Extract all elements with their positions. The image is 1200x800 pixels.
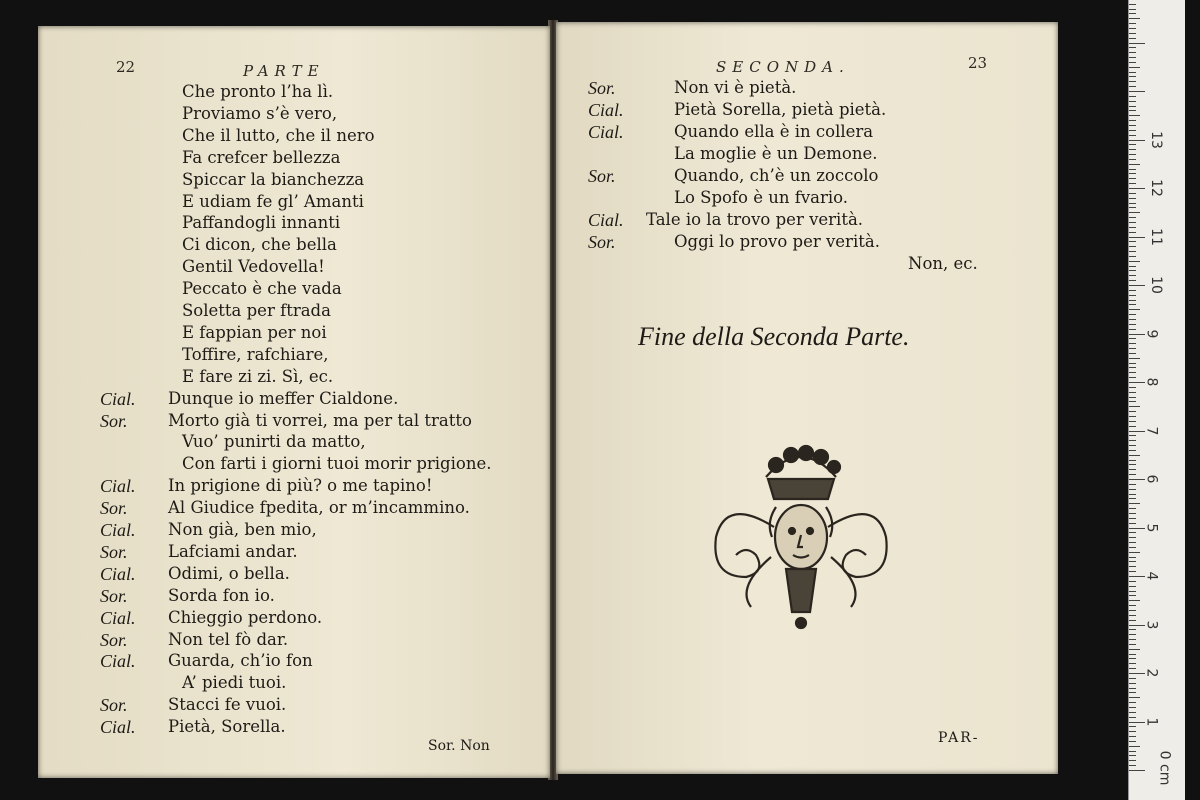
verse-line: Quando, ch’è un zoccolo — [674, 166, 879, 185]
ruler-tick — [1129, 62, 1136, 63]
ruler-tick — [1129, 649, 1140, 650]
ruler-tick — [1129, 726, 1136, 727]
ruler-tick — [1129, 188, 1145, 189]
ruler-tick — [1129, 135, 1136, 136]
speaker-label: Cial. — [100, 607, 136, 628]
ruler-tick — [1129, 212, 1140, 213]
ruler-tick — [1129, 561, 1136, 562]
ruler-tick — [1129, 169, 1136, 170]
ruler-tick — [1129, 43, 1145, 44]
ruler-tick — [1129, 557, 1136, 558]
ruler-tick — [1129, 324, 1136, 325]
ruler-tick — [1129, 86, 1136, 87]
ruler-tick — [1129, 547, 1136, 548]
ruler-tick — [1129, 353, 1136, 354]
verse-line: Al Giudice fpedita, or m’incammino. — [168, 498, 470, 518]
left-page-number: 22 — [116, 58, 136, 76]
speaker-label: Cial. — [588, 210, 624, 230]
ruler-tick — [1129, 445, 1136, 446]
ruler-tick — [1129, 72, 1136, 73]
ruler-tick — [1129, 106, 1136, 107]
ruler-tick — [1129, 663, 1136, 664]
ruler-tick — [1129, 697, 1140, 698]
verse-line: E udiam fe gl’ Amanti — [182, 191, 364, 211]
ruler-tick — [1129, 270, 1136, 271]
ruler-tick — [1129, 542, 1136, 543]
ruler-tick — [1129, 717, 1136, 718]
verse-line: Sorda fon io. — [168, 585, 275, 605]
ruler-tick — [1129, 217, 1136, 218]
ruler-tick — [1129, 338, 1136, 339]
verse-line: Lo Spofo è un fvario. — [674, 188, 849, 207]
ruler-tick — [1129, 392, 1136, 393]
ruler-tick — [1129, 595, 1136, 596]
ruler-tick — [1129, 435, 1136, 436]
verse-line: Chieggio perdono. — [168, 607, 323, 627]
ruler-number: 12 — [1147, 179, 1164, 197]
verse-line: Pietà, Sorella. — [168, 717, 286, 737]
measuring-ruler — [1128, 0, 1185, 800]
ruler-number: 11 — [1147, 227, 1164, 246]
ruler-tick — [1129, 455, 1140, 456]
right-page — [556, 22, 1058, 774]
ruler-unit-label: 0 cm — [1156, 750, 1173, 786]
ruler-tick — [1129, 566, 1136, 567]
verse-line: Proviamo s’è vero, — [182, 103, 338, 123]
verse-line: Lafciami andar. — [168, 541, 298, 561]
ruler-tick — [1129, 304, 1136, 305]
ruler-tick — [1129, 130, 1136, 131]
ruler-tick — [1129, 372, 1136, 373]
verse-line: Non tel fò dar. — [168, 629, 289, 649]
right-page-number: 23 — [968, 54, 988, 72]
ruler-tick — [1129, 256, 1136, 257]
ruler-tick — [1129, 503, 1140, 504]
ruler-tick — [1129, 237, 1145, 238]
ruler-tick — [1129, 120, 1136, 121]
verse-line: E fare zi zi. Sì, ec. — [182, 366, 334, 386]
ruler-number: 7 — [1143, 426, 1160, 435]
ruler-tick — [1129, 484, 1136, 485]
speaker-label: Cial. — [100, 717, 136, 738]
ruler-tick — [1129, 654, 1136, 655]
ruler-tick — [1129, 707, 1136, 708]
speaker-label: Cial. — [588, 122, 624, 142]
ruler-tick — [1129, 38, 1136, 39]
ruler-tick — [1129, 178, 1136, 179]
ruler-tick — [1129, 367, 1136, 368]
ruler-tick — [1129, 426, 1136, 427]
ruler-tick — [1129, 411, 1136, 412]
ruler-number: 9 — [1143, 329, 1160, 338]
ruler-tick — [1129, 140, 1145, 141]
verse-line: Ci dicon, che bella — [182, 235, 337, 255]
ruler-tick — [1129, 280, 1136, 281]
verse-line: Odimi, o bella. — [168, 563, 290, 583]
ruler-number: 6 — [1143, 474, 1160, 484]
ruler-tick — [1129, 736, 1136, 737]
verse-line: In prigione di più? o me tapino! — [168, 476, 433, 496]
ruler-number: 10 — [1147, 276, 1164, 294]
ruler-tick — [1129, 295, 1136, 296]
ruler-tick — [1129, 28, 1136, 29]
ruler-tick — [1129, 469, 1136, 470]
ruler-tick — [1129, 532, 1136, 533]
ruler-tick — [1129, 552, 1140, 553]
ruler-tick — [1129, 154, 1136, 155]
ruler-tick — [1129, 183, 1136, 184]
left-running-head: PARTE — [243, 62, 325, 80]
ruler-tick — [1129, 319, 1136, 320]
verse-line: Stacci fe vuoi. — [168, 695, 287, 715]
ruler-tick — [1129, 678, 1136, 679]
verse-line: Con farti i giorni tuoi morir prigione. — [182, 454, 492, 474]
verse-line: Fa crefcer bellezza — [182, 147, 341, 167]
ruler-tick — [1129, 358, 1140, 359]
ruler-tick — [1129, 207, 1136, 208]
ruler-tick — [1129, 755, 1136, 756]
ruler-tick — [1129, 232, 1136, 233]
right-running-head: SECONDA. — [716, 58, 850, 76]
verse-line: Che pronto l’ha lì. — [182, 82, 334, 101]
ruler-tick — [1129, 765, 1136, 766]
ruler-tick — [1129, 18, 1140, 19]
ruler-tick — [1129, 91, 1145, 92]
ruler-tick — [1129, 746, 1140, 747]
ruler-tick — [1129, 329, 1136, 330]
ruler-tick — [1129, 4, 1136, 5]
ruler-tick — [1129, 518, 1136, 519]
ruler-tick — [1129, 537, 1136, 538]
left-page — [38, 26, 550, 778]
ruler-number: 4 — [1143, 571, 1160, 581]
ruler-tick — [1129, 702, 1136, 703]
ruler-tick — [1129, 513, 1136, 514]
ruler-tick — [1129, 149, 1136, 150]
ruler-tick — [1129, 261, 1140, 262]
speaker-label: Sor. — [100, 695, 128, 716]
speaker-label: Sor. — [100, 498, 128, 519]
speaker-label: Cial. — [100, 651, 136, 672]
ruler-tick — [1129, 9, 1136, 10]
ruler-tick — [1129, 377, 1136, 378]
ruler-tick — [1129, 222, 1136, 223]
ruler-tick — [1129, 620, 1136, 621]
ruler-tick — [1129, 343, 1136, 344]
verse-line: E fappian per noi — [182, 322, 327, 342]
verse-line: Gentil Vedovella! — [182, 257, 325, 277]
ruler-tick — [1129, 770, 1145, 771]
ruler-tick — [1129, 246, 1136, 247]
right-catchword: PAR- — [938, 730, 980, 746]
ruler-tick — [1129, 629, 1136, 630]
ruler-tick — [1129, 610, 1136, 611]
verse-line: Oggi lo provo per verità. — [674, 232, 880, 251]
verse-line: Che il lutto, che il nero — [182, 125, 375, 145]
ruler-tick — [1129, 760, 1136, 761]
verse-line: Spiccar la bianchezza — [182, 169, 365, 189]
ruler-tick — [1129, 464, 1136, 465]
speaker-label: Sor. — [588, 78, 616, 98]
ruler-tick — [1129, 440, 1136, 441]
left-catchword: Sor. Non — [428, 738, 490, 754]
ruler-tick — [1129, 644, 1136, 645]
ruler-tick — [1129, 33, 1136, 34]
speaker-label: Cial. — [100, 388, 136, 409]
ruler-tick — [1129, 688, 1136, 689]
speaker-label: Sor. — [588, 232, 616, 252]
ruler-tick — [1129, 387, 1136, 388]
ruler-number: 3 — [1143, 620, 1160, 629]
ruler-tick — [1129, 275, 1136, 276]
verse-line: Toffire, rafchiare, — [182, 344, 329, 364]
ruler-number: 13 — [1147, 130, 1164, 149]
ruler-tick — [1129, 363, 1136, 364]
verse-line: La moglie è un Demone. — [674, 144, 878, 163]
ruler-tick — [1129, 23, 1136, 24]
ruler-tick — [1129, 634, 1136, 635]
speaker-label: Sor. — [100, 541, 128, 562]
speaker-label: Sor. — [100, 629, 128, 650]
ruler-tick — [1129, 615, 1136, 616]
ruler-tick — [1129, 397, 1136, 398]
ruler-tick — [1129, 173, 1136, 174]
verse-line: Guarda, ch’io fon — [168, 651, 313, 671]
verse-line: A’ piedi tuoi. — [182, 673, 287, 693]
ruler-tick — [1129, 203, 1136, 204]
ruler-tick — [1129, 251, 1136, 252]
speaker-label: Cial. — [588, 100, 624, 120]
verse-line: Tale io la trovo per verità. — [646, 210, 864, 229]
verse-line: Paffandogli innanti — [182, 213, 341, 233]
ruler-tick — [1129, 416, 1136, 417]
ruler-tick — [1129, 494, 1136, 495]
ruler-tick — [1129, 67, 1140, 68]
ruler-tick — [1129, 586, 1136, 587]
ruler-tick — [1129, 523, 1136, 524]
verse-line: Quando ella è in collera — [674, 122, 874, 141]
ruler-tick — [1129, 421, 1136, 422]
ruler-tick — [1129, 401, 1136, 402]
ruler-tick — [1129, 571, 1136, 572]
ruler-tick — [1129, 52, 1136, 53]
ruler-tick — [1129, 300, 1136, 301]
ruler-tick — [1129, 164, 1140, 165]
ruler-tick — [1129, 658, 1136, 659]
end-title: Fine della Seconda Parte. — [638, 322, 910, 351]
verse-line: Non già, ben mio, — [168, 520, 317, 539]
ruler-tick — [1129, 115, 1140, 116]
ruler-tick — [1129, 227, 1136, 228]
ruler-number: 1 — [1143, 717, 1160, 726]
ruler-tick — [1129, 13, 1136, 14]
ruler-tick — [1129, 144, 1136, 145]
ruler-tick — [1129, 125, 1136, 126]
ruler-tick — [1129, 76, 1136, 77]
ruler-tick — [1129, 290, 1136, 291]
verse-line: Non, ec. — [908, 254, 978, 273]
verse-line: Vuo’ punirti da matto, — [182, 432, 366, 452]
ruler-tick — [1129, 101, 1136, 102]
verse-line: Dunque io meffer Cialdone. — [168, 388, 399, 408]
ruler-tick — [1129, 692, 1136, 693]
ruler-tick — [1129, 498, 1136, 499]
ruler-tick — [1129, 57, 1136, 58]
ruler-tick — [1129, 241, 1136, 242]
ruler-tick — [1129, 110, 1136, 111]
ruler-tick — [1129, 460, 1136, 461]
ruler-tick — [1129, 450, 1136, 451]
speaker-label: Cial. — [100, 520, 136, 540]
ruler-tick — [1129, 309, 1140, 310]
verse-line: Peccato è che vada — [182, 279, 342, 299]
ruler-tick — [1129, 474, 1136, 475]
ruler-tick — [1129, 731, 1136, 732]
ruler-tick — [1129, 683, 1136, 684]
ruler-tick — [1129, 751, 1136, 752]
speaker-label: Sor. — [100, 410, 128, 431]
ruler-tick — [1129, 741, 1136, 742]
ruler-tick — [1129, 668, 1136, 669]
ruler-number: 8 — [1143, 377, 1160, 387]
verse-line: Pietà Sorella, pietà pietà. — [674, 100, 887, 119]
speaker-label: Sor. — [100, 585, 128, 606]
verse-line: Non vi è pietà. — [674, 78, 797, 97]
ruler-tick — [1129, 81, 1136, 82]
ruler-tick — [1129, 314, 1136, 315]
ruler-tick — [1129, 605, 1136, 606]
ruler-tick — [1129, 406, 1140, 407]
ruler-tick — [1129, 193, 1136, 194]
ruler-tick — [1129, 47, 1136, 48]
ruler-tick — [1129, 639, 1136, 640]
ruler-tick — [1129, 159, 1136, 160]
speaker-label: Sor. — [588, 166, 616, 186]
ruler-tick — [1129, 508, 1136, 509]
speaker-label: Cial. — [100, 476, 136, 497]
ruler-tick — [1129, 712, 1136, 713]
verse-line: Morto già ti vorrei, ma per tal tratto — [168, 410, 472, 430]
verse-line: Soletta per ftrada — [182, 301, 331, 320]
ruler-tick — [1129, 96, 1136, 97]
ruler-number: 2 — [1143, 668, 1160, 678]
ruler-number: 5 — [1143, 523, 1160, 532]
ruler-tick — [1129, 198, 1136, 199]
ruler-tick — [1129, 266, 1136, 267]
ruler-tick — [1129, 600, 1140, 601]
ruler-tick — [1129, 489, 1136, 490]
ruler-tick — [1129, 285, 1145, 286]
speaker-label: Cial. — [100, 563, 136, 584]
ruler-tick — [1129, 348, 1136, 349]
ruler-tick — [1129, 581, 1136, 582]
ruler-tick — [1129, 591, 1136, 592]
woodcut-ornament-icon — [706, 437, 896, 637]
